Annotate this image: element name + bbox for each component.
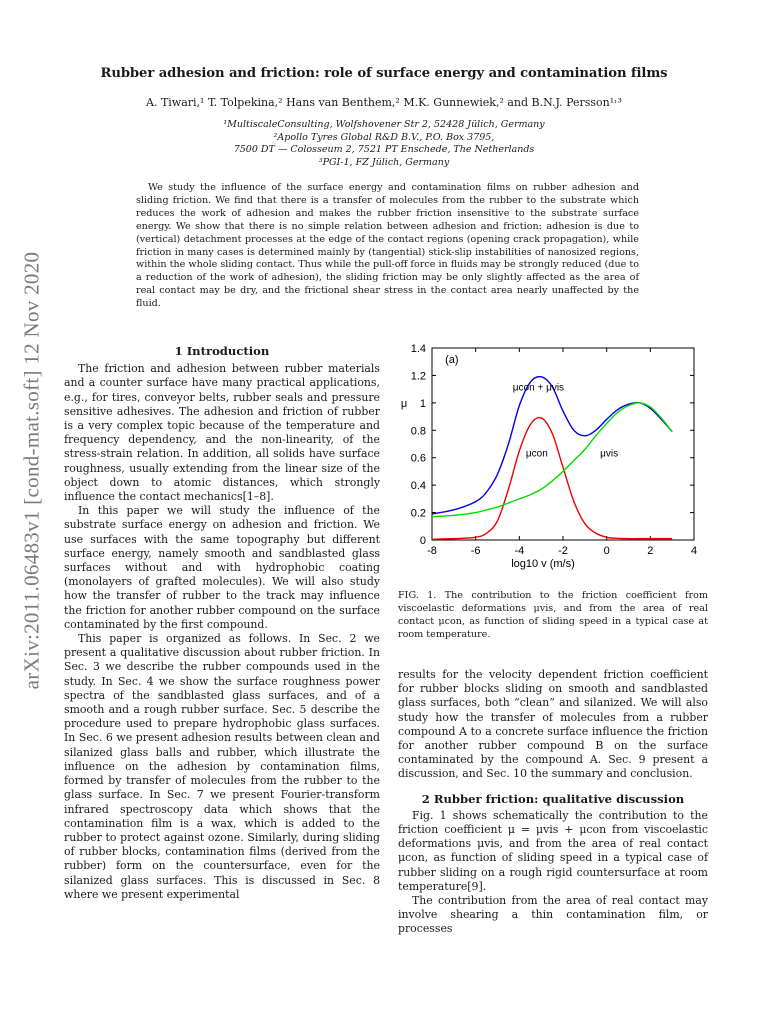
annotation-mu-total: μcon + μvis: [512, 382, 565, 394]
arxiv-stamp: [4, 200, 60, 740]
x-tick-label: -6: [470, 545, 481, 557]
y-tick-label: 0.6: [410, 452, 426, 465]
paper-title: Rubber adhesion and friction: role of surface energy and contamination films: [100, 66, 668, 81]
abstract: [136, 182, 639, 311]
series-line-mu-vis: [432, 403, 672, 517]
annotation-mu-vis: μvis: [600, 448, 619, 460]
x-tick-label: 4: [690, 545, 698, 557]
x-tick-label: 2: [647, 545, 654, 557]
y-axis-label: μ: [400, 397, 408, 410]
y-tick-label: 1: [419, 397, 426, 410]
affiliation-3: ³PGI-1, FZ Jülich, Germany: [318, 157, 450, 169]
arxiv-identifier: arXiv:2011.06483v1 [cond-mat.soft] 12 Nov 2020: [19, 251, 44, 689]
abstract-text: We study the influence of the surface energy and contamination films on rubber adhesion and sliding friction. We find that there is a transfer of molecules from the rubber to the substrate which reduces the work of adhesion and makes the rubber friction insensitive to the substrate surface energy. We show that there is no simple relation between adhesion and friction: adhesion is due to (vertical) detachment processes at the edge of the contact regions (opening crack propagation), while friction in many cases is determined mainly by (tangential) stick-slip instabilities of nanosized regions, within the whole sliding contact. Thus while the pull-off force in fluids may be strongly reduced (due to a reduction of the work of adhesion), the sliding friction may be only slightly affected as the area of real contact may be dry, and the frictional shear stress in the contact area nearly unaffected by the fluid.: [136, 182, 639, 310]
affiliations: [60, 119, 708, 170]
section-2-paragraph-2: The contribution from the area of real contact may involve shearing a thin contamination film, or processes: [398, 894, 708, 936]
y-tick-label: 1.4: [410, 343, 426, 355]
x-tick-label: 0: [603, 545, 610, 557]
section-2-heading: 2 Rubber friction: qualitative discussion: [421, 791, 685, 806]
right-column: [398, 668, 708, 937]
annotation-mu-con: μcon: [525, 448, 548, 460]
section-2-paragraph-1: Fig. 1 shows schematically the contribution to the friction coefficient μ = μvis + μcon from viscoelastic deformations μvis, and from the area of real contact μcon, as function of sliding speed in a typical case of rubber sliding on a rough rigid countersurface at room temperature[9].: [398, 808, 708, 893]
section-1-continuation: results for the velocity dependent friction coefficient for rubber blocks sliding on smooth and sandblasted glass surfaces, both “clean” and silanized. We will also study how the transfer of molecules from a rubber compound A to a concrete surface influence the friction for another rubber compound B on the surface contaminated by the compound A. Sec. 9 present a discussion, and Sec. 10 the summary and conclusion.: [398, 668, 708, 781]
panel-label: (a): [445, 354, 459, 367]
x-tick-label: -8: [427, 545, 437, 557]
x-axis-label: log10 v (m/s): [511, 558, 575, 570]
y-tick-label: 0.2: [410, 507, 426, 520]
plot-frame: [432, 348, 694, 540]
x-tick-label: -2: [558, 545, 568, 557]
y-tick-label: 0: [419, 535, 426, 547]
section-1-heading: 1 Introduction: [174, 344, 270, 358]
section-1-paragraph-2: In this paper we will study the influence of the substrate surface energy on adhesion and friction. We use surfaces with the same topography but different surface energy, namely smooth and sandblasted glass surfaces without and with hydrophobic coating (monolayers of grafted molecules). We will also study how the transfer of rubber to the track may influence the friction for another rubber compound on the surface contaminated by the first compound.: [64, 504, 380, 631]
y-tick-label: 0.4: [410, 480, 426, 493]
left-column: [64, 344, 380, 902]
affiliation-1: ¹MultiscaleConsulting, Wolfshovener Str 2, 52428 Jülich, Germany: [223, 119, 545, 130]
x-tick-label: -4: [514, 545, 525, 557]
figure-1-caption: FIG. 1. The contribution to the friction coefficient from viscoelastic deformations μvis, and from the area of real contact μcon, as function of sliding speed in a typical case at room temperature.: [398, 590, 708, 640]
y-tick-label: 1.2: [410, 370, 426, 383]
affiliation-2-address: 7500 DT — Colosseum 2, 7521 PT Enschede, The Netherlands: [233, 144, 535, 156]
series-line-mu-con: [432, 418, 672, 540]
affiliation-2: ²Apollo Tyres Global R&D B.V., P.O. Box 3795,: [273, 131, 495, 143]
section-1-paragraph-1: The friction and adhesion between rubber materials and a counter surface have many practical applications, e.g., for tires, conveyor belts, rubber seals and pressure sensitive adhesives. The adhesion and friction of rubber is a very complex topic because of the temperature and frequency dependency, and the non-linearity, of the stress-strain relation. In addition, all solids have surface roughness, usually extending from the linear size of the object down to atomic distances, which strongly influence the contact mechanics[1–8].: [64, 362, 380, 504]
section-1-paragraph-3: This paper is organized as follows. In Sec. 2 we present a qualitative discussion about rubber friction. In Sec. 3 we describe the rubber compounds used in the study. In Sec. 4 we show the surface roughness power spectra of the sandblasted glass surfaces, and of a smooth and a rough rubber surface. Sec. 5 describe the procedure used to prepare hydrophobic glass surfaces. In Sec. 6 we present adhesion results between clean and silanized glass balls and rubber, which illustrate the influence on the adhesion by contamination films, formed by transfer of molecules from the rubber to the glass surface. In Sec. 7 we present Fourier-transform infrared spectroscopy data which shows that the contamination film is a wax, which is added to the rubber to protect against ozone. Similarly, during sliding of rubber blocks, contamination films (derived from the rubber) form on the countersurface, even for the silanized glass surfaces. This is discussed in Sec. 8 where we present experimental: [64, 632, 380, 901]
y-tick-label: 0.8: [410, 425, 426, 438]
figure-1-chart: [390, 340, 720, 580]
series-line-mu-total: [432, 377, 672, 514]
author-list: A. Tiwari,¹ T. Tolpekina,² Hans van Benthem,² M.K. Gunnewiek,² and B.N.J. Persson¹˒³: [146, 96, 622, 109]
